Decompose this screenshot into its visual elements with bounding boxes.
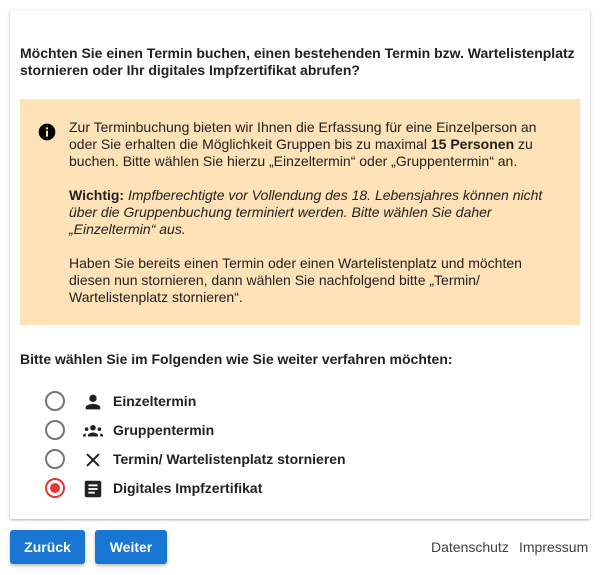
- info-paragraph-important: [69, 187, 559, 238]
- option-list: [45, 390, 445, 506]
- info-box: [20, 99, 580, 325]
- option-gruppentermin[interactable]: [45, 419, 445, 448]
- important-label: Wichtig:: [69, 187, 125, 203]
- radio-gruppentermin[interactable]: [45, 420, 65, 440]
- document-icon: [82, 478, 104, 500]
- option-einzeltermin[interactable]: [45, 390, 445, 419]
- option-label: Digitales Impfzertifikat: [113, 480, 263, 496]
- radio-stornieren[interactable]: [45, 449, 65, 469]
- privacy-link[interactable]: Datenschutz: [431, 539, 509, 555]
- group-icon: [82, 420, 104, 442]
- option-stornieren[interactable]: [45, 448, 445, 477]
- info-paragraph-booking: Zur Terminbuchung bieten wir Ihnen die Erfassung für eine Einzelperson an oder Sie erhalten die Möglichkeit Gruppen bis zu maximal 15 Personen zu buchen. Bitte wählen Sie hierzu „Einzeltermin“ oder „Gruppentermin“ an.: [69, 119, 537, 169]
- radio-impfzertifikat[interactable]: [45, 478, 65, 498]
- choice-prompt: Bitte wählen Sie im Folgenden wie Sie weiter verfahren möchten:: [20, 351, 453, 367]
- imprint-link[interactable]: Impressum: [519, 539, 589, 555]
- option-label: Einzeltermin: [113, 393, 197, 409]
- option-label: Gruppentermin: [113, 422, 215, 438]
- max-persons: 15 Personen: [430, 136, 515, 152]
- info-text: [69, 119, 559, 306]
- important-text: Impfberechtigte vor Vollendung des 18. Lebensjahres können nicht über die Gruppenbuchung terminiert werden. Bitte wählen Sie daher „Einzeltermin“ aus.: [69, 187, 543, 237]
- option-impfzertifikat[interactable]: [45, 477, 445, 506]
- back-button[interactable]: Zurück: [10, 530, 85, 564]
- info-paragraph-cancel: Haben Sie bereits einen Termin oder einen Wartelistenplatz und möchten diesen nun stornieren, dann wählen Sie nachfolgend bitte „Termin/ Wartelistenplatz stornieren“.: [69, 255, 522, 305]
- next-button[interactable]: Weiter: [95, 530, 167, 564]
- main-card: [10, 10, 590, 519]
- question-heading: Möchten Sie einen Termin buchen, einen bestehenden Termin bzw. Wartelistenplatz stornieren oder Ihr digitales Impfzertifikat abrufen?: [20, 45, 575, 78]
- option-label: Termin/ Wartelistenplatz stornieren: [113, 451, 346, 467]
- radio-einzeltermin[interactable]: [45, 391, 65, 411]
- person-icon: [82, 391, 104, 413]
- info-icon: [37, 122, 57, 142]
- close-icon: [82, 449, 104, 471]
